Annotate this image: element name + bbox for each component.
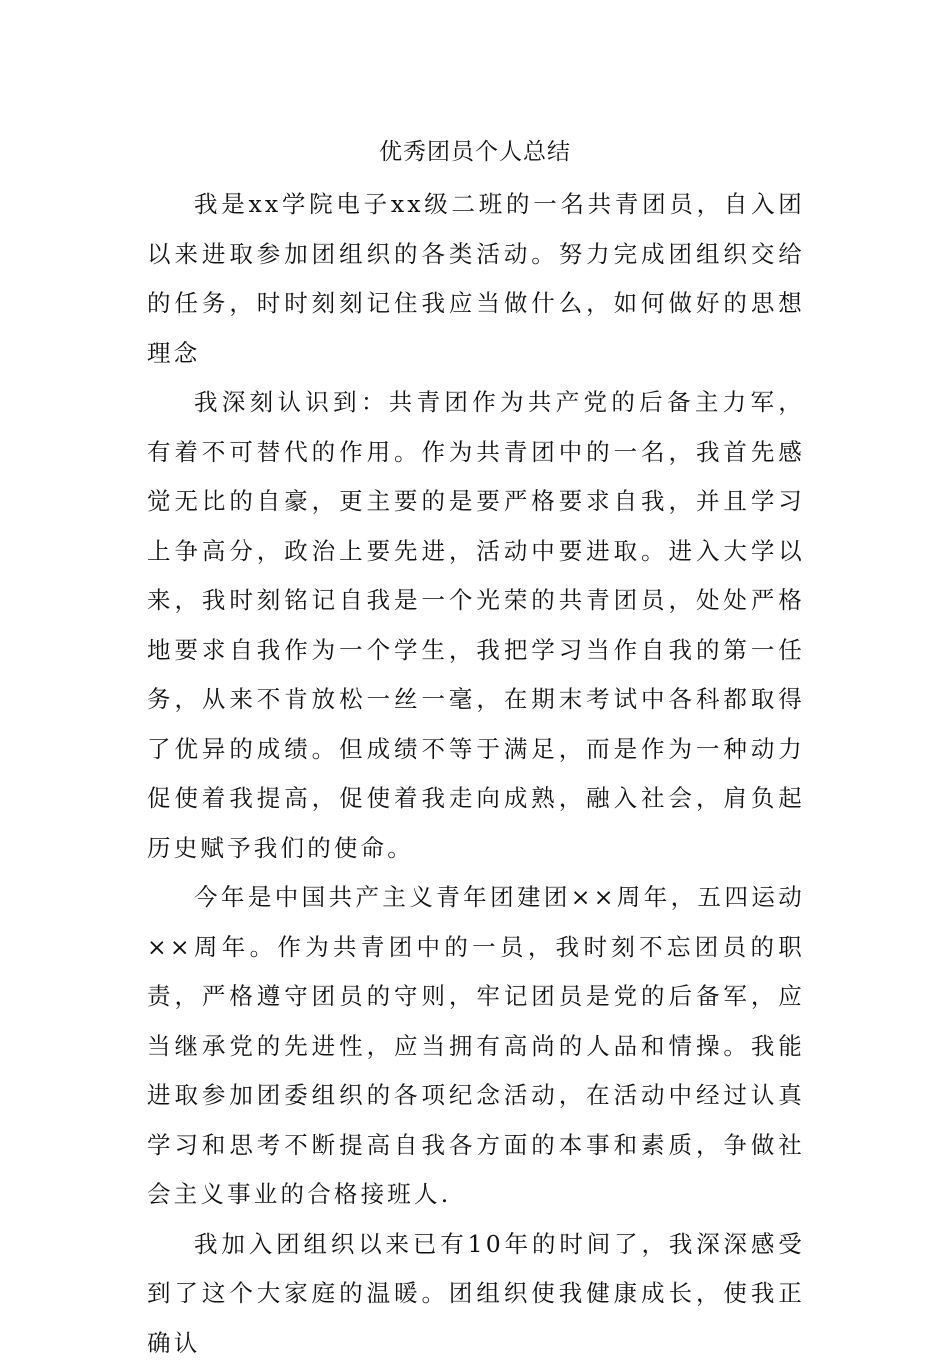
paragraph: 今年是中国共产主义青年团建团××周年，五四运动××周年。作为共青团中的一员，我时刻不忘团员的职责，严格遵守团员的守则，牢记团员是党的后备军，应当继承党的先进性，应当拥有高尚的人品和情操。我能进取参加团委组织的各项纪念活动，在活动中经过认真学习和思考不断提高自我各方面的本事和素质，争做社会主义事业的合格接班人. [147, 873, 805, 1220]
document-body [147, 180, 805, 1368]
paragraph: 我是xx学院电子xx级二班的一名共青团员，自入团以来进取参加团组织的各类活动。努力完成团组织交给的任务，时时刻刻记住我应当做什么，如何做好的思想理念 [147, 180, 805, 378]
page-title: 优秀团员个人总结 [0, 134, 950, 170]
paragraph: 我加入团组织以来已有10年的时间了，我深深感受到了这个大家庭的温暖。团组织使我健康成长，使我正确认 [147, 1220, 805, 1368]
paragraph: 我深刻认识到：共青团作为共产党的后备主力军，有着不可替代的作用。作为共青团中的一名，我首先感觉无比的自豪，更主要的是要严格要求自我，并且学习上争高分，政治上要先进，活动中要进取。进入大学以来，我时刻铭记自我是一个光荣的共青团员，处处严格地要求自我作为一个学生，我把学习当作自我的第一任务，从来不肯放松一丝一毫，在期末考试中各科都取得了优异的成绩。但成绩不等于满足，而是作为一种动力促使着我提高，促使着我走向成熟，融入社会，肩负起历史赋予我们的使命。 [147, 378, 805, 873]
